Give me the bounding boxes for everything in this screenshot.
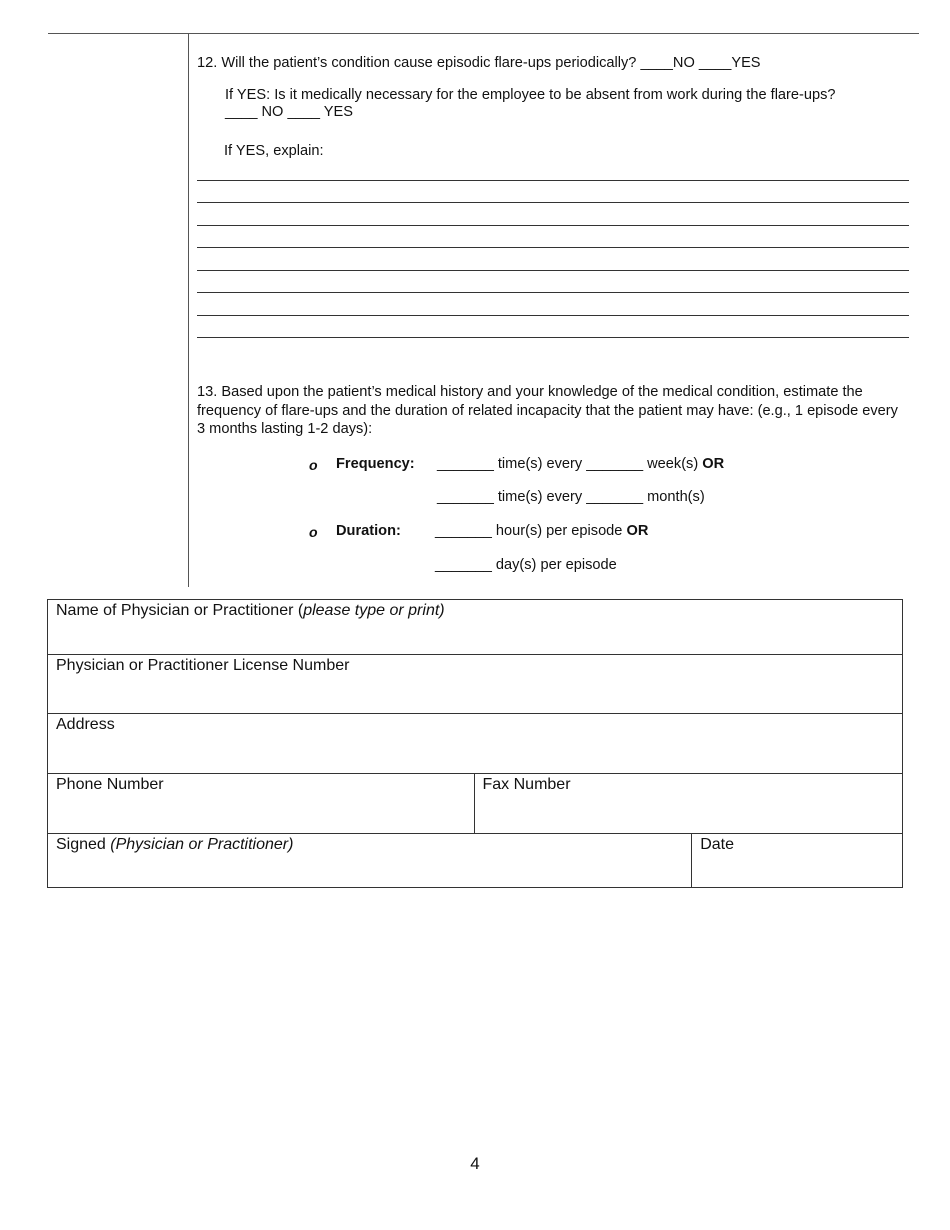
signed-label: Signed: [56, 836, 111, 853]
duration-hours-text: _______ hour(s) per episode: [435, 523, 623, 539]
duration-hours-line[interactable]: [435, 522, 648, 540]
physician-name-field[interactable]: [48, 600, 903, 655]
frequency-weeks-line[interactable]: [437, 455, 724, 473]
explain-line[interactable]: [197, 292, 909, 293]
physician-name-note: please type or print): [303, 602, 445, 619]
explain-line[interactable]: [197, 270, 909, 271]
q12-sub-answer: ____ NO ____ YES: [225, 104, 353, 120]
phone-number-label: Phone Number: [56, 776, 164, 793]
signature-field[interactable]: [48, 834, 692, 888]
duration-label: Duration:: [336, 523, 401, 539]
frequency-months-line[interactable]: _______ time(s) every _______ month(s): [437, 489, 705, 505]
q12-explain-label: If YES, explain:: [224, 143, 324, 159]
explain-line[interactable]: [197, 247, 909, 248]
or-label: OR: [626, 523, 649, 539]
bullet-icon: o: [309, 524, 318, 540]
bullet-icon: o: [309, 457, 318, 473]
or-label: OR: [702, 456, 725, 472]
physician-name-label: Name of Physician or Practitioner (: [56, 602, 304, 619]
address-label: Address: [56, 716, 115, 733]
q12-sub-question: If YES: Is it medically necessary for the employee to be absent from work during the flare-ups?: [225, 87, 836, 103]
explain-line[interactable]: [197, 180, 909, 181]
top-divider: [48, 33, 919, 34]
page-number: 4: [470, 1154, 480, 1173]
fax-number-label: Fax Number: [482, 776, 571, 793]
q13-question: 13. Based upon the patient’s medical history and your knowledge of the medical condition, estimate the frequency of flare-ups and the duration of related incapacity that the patient may have: (e.g., 1 episode every 3 months lasting 1-2 days):: [197, 384, 898, 437]
frequency-label: Frequency:: [336, 456, 415, 472]
duration-days-line[interactable]: _______ day(s) per episode: [435, 557, 617, 573]
fax-number-field[interactable]: [474, 774, 903, 834]
signed-note: (Physician or Practitioner): [110, 836, 294, 853]
physician-info-table: [47, 599, 903, 888]
date-label: Date: [700, 836, 734, 853]
explain-line[interactable]: [197, 315, 909, 316]
explain-line[interactable]: [197, 202, 909, 203]
license-number-label: Physician or Practitioner License Number: [56, 657, 350, 674]
address-field[interactable]: [48, 714, 903, 774]
phone-number-field[interactable]: [48, 774, 475, 834]
frequency-weeks-text: _______ time(s) every _______ week(s): [437, 456, 699, 472]
left-margin-divider: [188, 33, 189, 587]
q12-question: 12. Will the patient’s condition cause episodic flare-ups periodically? ____NO ____YES: [197, 55, 761, 71]
explain-line[interactable]: [197, 337, 909, 338]
explain-line[interactable]: [197, 225, 909, 226]
date-field[interactable]: [692, 834, 903, 888]
license-number-field[interactable]: [48, 655, 903, 714]
